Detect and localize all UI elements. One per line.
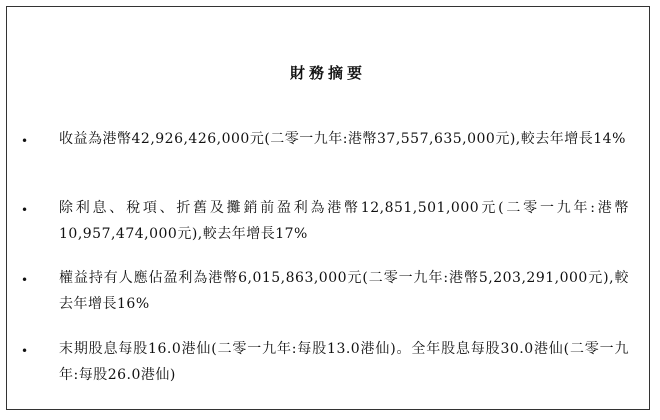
summary-frame xyxy=(6,6,650,410)
bullet-point-icon: • xyxy=(21,344,29,358)
bullet-text: 末期股息每股16.0港仙(二零一九年:每股13.0港仙)。全年股息每股30.0港仙(二零一九年:每股26.0港仙) xyxy=(59,341,629,383)
bullet-point-icon: • xyxy=(21,203,29,217)
bullet-text: 除利息、稅項、折舊及攤銷前盈利為港幣12,851,501,000元(二零一九年:港幣10,957,474,000元),較去年增長17% xyxy=(59,200,629,242)
bullet-point-icon: • xyxy=(21,134,29,148)
bullet-point-icon: • xyxy=(21,273,29,287)
section-title: 財務摘要 xyxy=(289,64,366,82)
bullet-text: 權益持有人應佔盈利為港幣6,015,863,000元(二零一九年:港幣5,203,291,000元),較去年增長16% xyxy=(59,270,629,312)
bullet-text: 收益為港幣42,926,426,000元(二零一九年:港幣37,557,635,000元),較去年增長14% xyxy=(59,131,626,147)
